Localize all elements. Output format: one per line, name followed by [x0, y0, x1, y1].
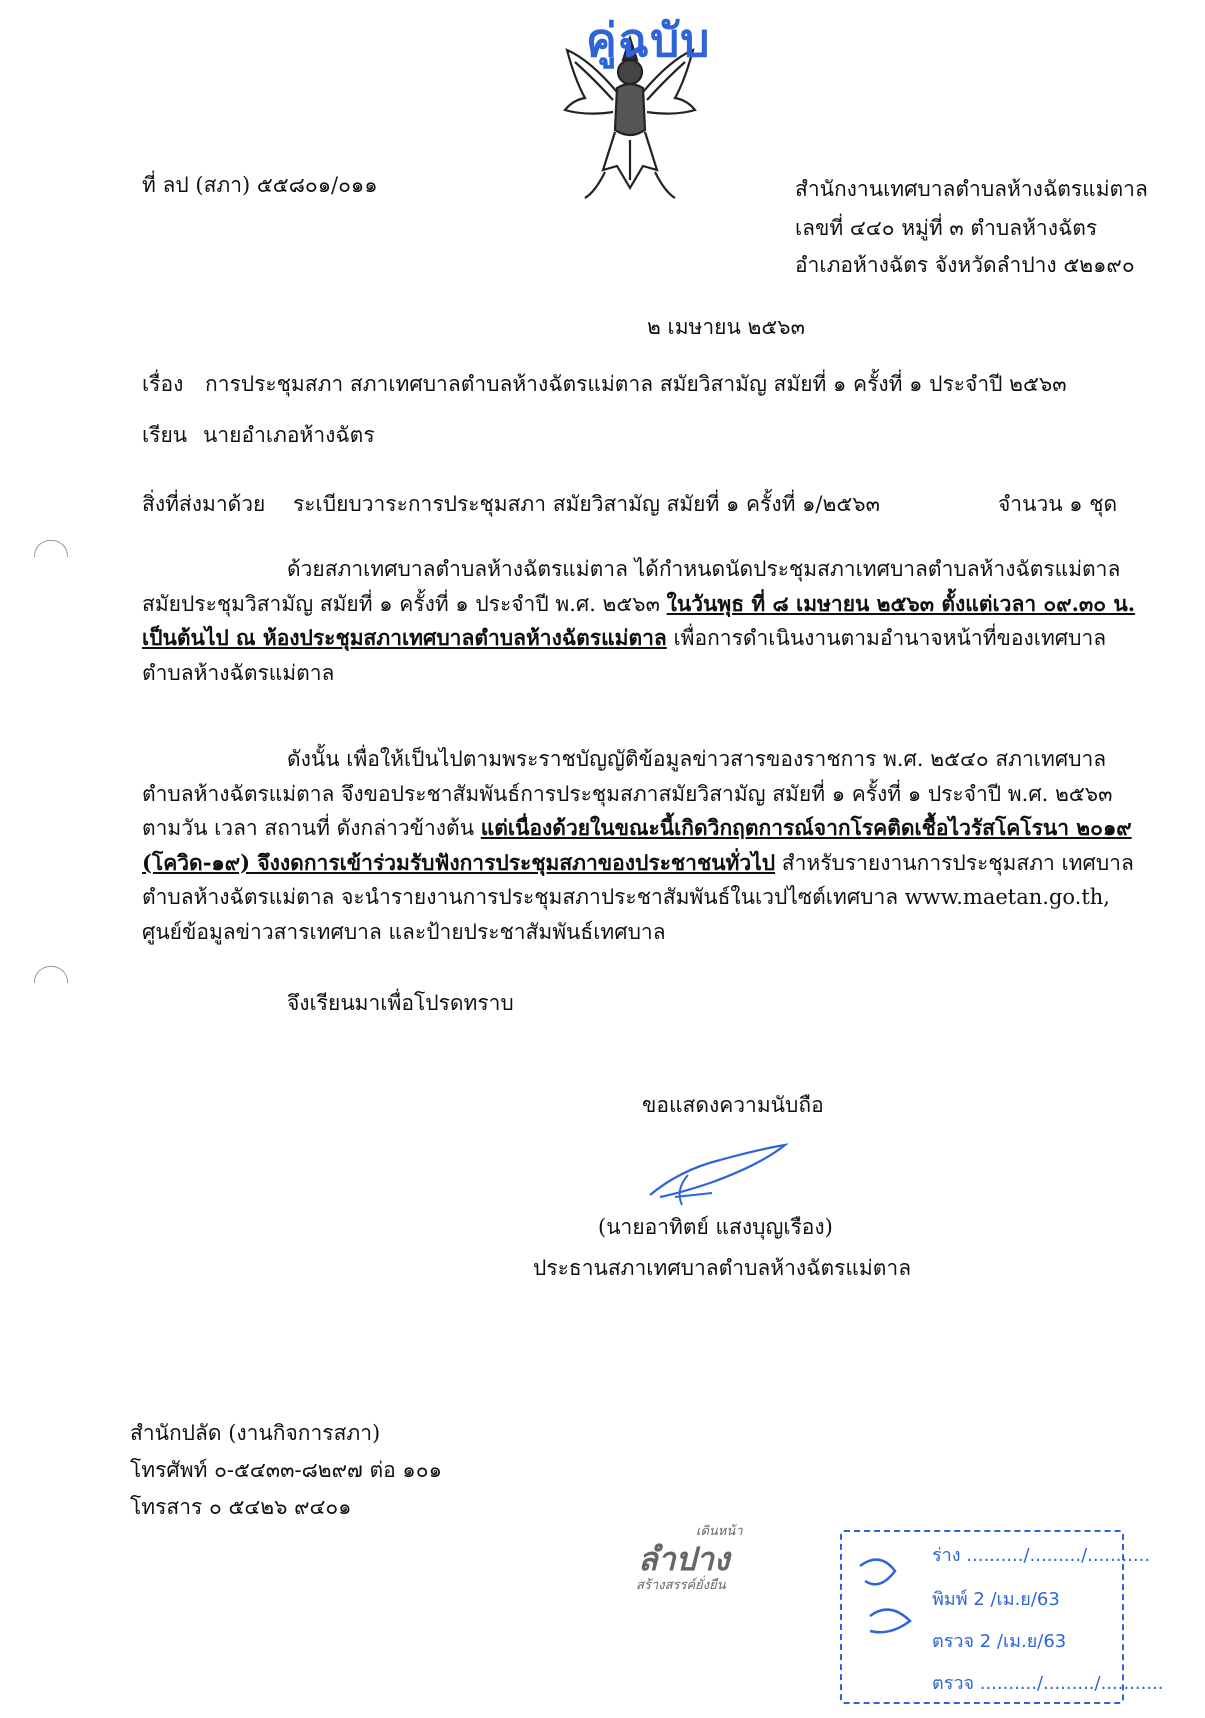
paragraph-2-line-4 [142, 846, 1142, 881]
paragraph-1-line-4: ตำบลห้างฉัตรแม่ตาล [142, 660, 335, 685]
paragraph-2 [142, 742, 1142, 949]
sender-address-line-1: สำนักงานเทศบาลตำบลห้างฉัตรแม่ตาล [795, 177, 1148, 201]
meeting-date-time: ในวันพุธ ที่ ๘ เมษายน ๒๕๖๓ ตั้งแต่เวลา ๐๙.๓๐ น. [666, 590, 1136, 616]
p1-l3-normal: เพื่อการดำเนินงานตามอำนาจหน้าที่ของเทศบาล [666, 626, 1107, 650]
enclosure-text: ระเบียบวาระการประชุมสภา สมัยวิสามัญ สมัยที่ ๑ ครั้งที่ ๑/๒๕๖๓ [293, 492, 880, 516]
lampang-logo-top: เดินหน้า [696, 1524, 743, 1539]
paragraph-2-line-5: ตำบลห้างฉัตรแม่ตาล จะนำรายงานการประชุมสภาประชาสัมพันธ์ในเวปไซต์เทศบาล www.maetan.go.th, [142, 885, 1110, 909]
recipient-label: เรียน [142, 423, 188, 447]
recipient-text: นายอำเภอห้างฉัตร [203, 423, 375, 447]
copy-stamp: คู่ฉบับ [586, 13, 711, 67]
routing-checked-1: ตรวจ 2 /เม.ย/63 [932, 1631, 1067, 1652]
p2-l3-normal: ตามวัน เวลา สถานที่ ดังกล่าวข้างต้น [142, 816, 481, 840]
sender-address-line-3: อำเภอห้างฉัตร จังหวัดลำปาง ๕๒๑๙๐ [795, 253, 1135, 277]
subject-label: เรื่อง [142, 372, 184, 396]
enclosure-quantity: จำนวน ๑ ชุด [998, 492, 1118, 516]
meeting-venue: เป็นต้นไป ณ ห้องประชุมสภาเทศบาลตำบลห้างฉัตรแม่ตาล [142, 625, 667, 650]
signature-icon [640, 1135, 790, 1215]
subject-text: การประชุมสภา สภาเทศบาลตำบลห้างฉัตรแม่ตาล สมัยวิสามัญ สมัยที่ ๑ ครั้งที่ ๑ ประจำปี ๒๕๖๓ [205, 372, 1067, 396]
paragraph-2-line-2: ตำบลห้างฉัตรแม่ตาล จึงขอประชาสัมพันธ์การประชุมสภาสมัยวิสามัญ สมัยที่ ๑ ครั้งที่ ๑ ประจำปี พ.ศ. ๒๕๖๓ [142, 781, 1113, 806]
footer-fax: โทรสาร ๐ ๕๔๒๖ ๙๔๐๑ [130, 1495, 352, 1519]
covid-notice: แต่เนื่องด้วยในขณะนี้เกิดวิกฤตการณ์จากโรคติดเชื้อไวรัสโคโรนา ๒๐๑๙ [480, 815, 1132, 840]
p1-l2-normal: สมัยประชุมวิสามัญ สมัยที่ ๑ ครั้งที่ ๑ ประจำปี พ.ศ. ๒๕๖๓ [142, 591, 667, 616]
signer-title: ประธานสภาเทศบาลตำบลห้างฉัตรแม่ตาล [533, 1256, 912, 1280]
paragraph-2-line-6: ศูนย์ข้อมูลข่าวสารเทศบาล และป้ายประชาสัมพันธ์เทศบาล [142, 919, 666, 944]
closing-request: จึงเรียนมาเพื่อโปรดทราบ [287, 991, 514, 1015]
signer-name: (นายอาทิตย์ แสงบุญเรือง) [598, 1215, 833, 1239]
routing-typed: พิมพ์ 2 /เม.ย/63 [932, 1589, 1060, 1610]
routing-stamp [840, 1530, 1164, 1704]
punch-hole-bottom [34, 966, 68, 983]
letter-date: ๒ เมษายน ๒๕๖๓ [647, 315, 805, 339]
public-attendance-cancelled: (โควิด-๑๙) จึงงดการเข้าร่วมรับฟังการประชุมสภาของประชาชนทั่วไป [142, 849, 776, 875]
p2-l4-normal: สำหรับรายงานการประชุมสภา เทศบาล [775, 850, 1134, 875]
lampang-logo-bottom: สร้างสรรค์ยั่งยืน [636, 1578, 726, 1593]
sender-address-line-2: เลขที่ ๔๔๐ หมู่ที่ ๓ ตำบลห้างฉัตร [795, 216, 1098, 240]
enclosure-label: สิ่งที่ส่งมาด้วย [142, 492, 266, 516]
footer-phone: โทรศัพท์ ๐-๕๔๓๓-๘๒๙๗ ต่อ ๑๐๑ [130, 1458, 442, 1482]
paragraph-1-line-1: ด้วยสภาเทศบาลตำบลห้างฉัตรแม่ตาล ได้กำหนดนัดประชุมสภาเทศบาลตำบลห้างฉัตรแม่ตาล [287, 557, 1121, 581]
paragraph-1 [142, 552, 1142, 690]
punch-hole-top [34, 540, 68, 557]
lampang-logo-main: ลำปาง [638, 1540, 730, 1578]
footer-department: สำนักปลัด (งานกิจการสภา) [130, 1421, 381, 1445]
closing-salutation: ขอแสดงความนับถือ [642, 1093, 824, 1117]
routing-draft: ร่าง ........../........./........... [932, 1545, 1151, 1566]
routing-checked-2: ตรวจ ........../........./........... [932, 1673, 1164, 1694]
initials-icon [850, 1546, 930, 1666]
paragraph-2-line-3 [142, 811, 1142, 846]
paragraph-1-line-2 [142, 587, 1142, 622]
paragraph-1-line-3 [142, 621, 1142, 656]
lampang-logo [626, 1520, 766, 1592]
reference-number: ที่ ลป (สภา) ๕๕๘๐๑/๐๑๑ [142, 173, 378, 197]
paragraph-2-line-1: ดังนั้น เพื่อให้เป็นไปตามพระราชบัญญัติข้อมูลข่าวสารของราชการ พ.ศ. ๒๕๔๐ สภาเทศบาล [287, 747, 1107, 771]
